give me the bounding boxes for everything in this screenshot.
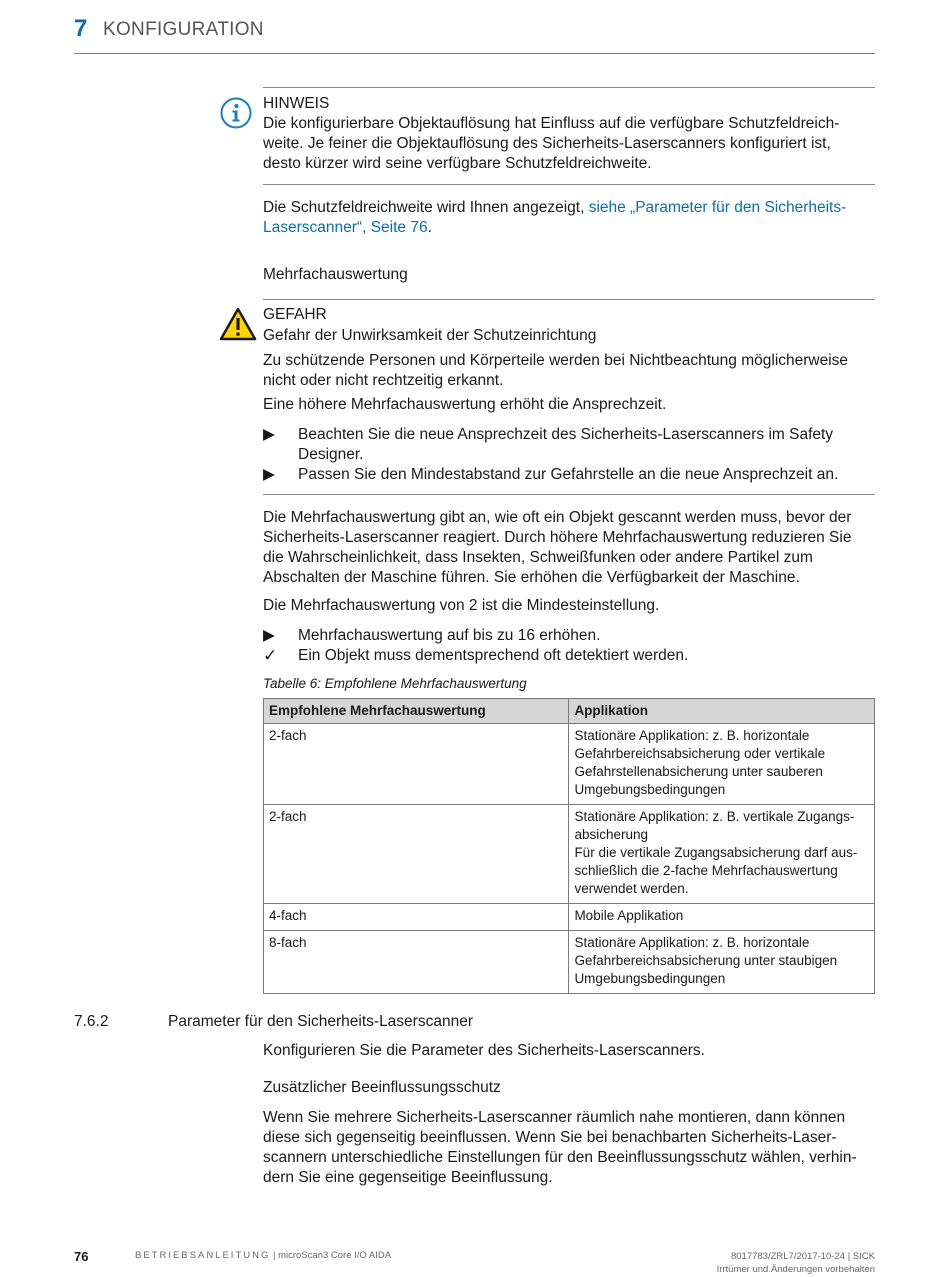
danger-bullet	[263, 425, 875, 465]
mehrfach-heading: Mehrfachauswertung	[263, 266, 408, 283]
cross-reference-link[interactable]: siehe „Parameter für den Sicherheits-Laserscanner“, Seite 76	[263, 199, 847, 236]
intro-paragraph	[263, 198, 863, 238]
footer-reference	[717, 1250, 875, 1276]
table-cell-line: Für die vertikale Zugangsabsicherung darf aus-schließlich die 2-fache Mehrfachauswertung verwendet werden.	[574, 845, 858, 896]
danger-top-rule	[263, 299, 875, 300]
section-number: 7.6.2	[74, 1013, 109, 1030]
body-paragraph-2: Die Mehrfachauswertung von 2 ist die Mindesteinstellung.	[263, 597, 660, 614]
notice-text: Die konfigurierbare Objektauflösung hat Einfluss auf die verfügbare Schutzfeldreich-weite. Je feiner die Objektauflösung des Sicherheits-Laserscanners konfiguriert ist, desto kürzer wird seine verfügbare Schutzfeldreichweite.	[263, 115, 840, 172]
table-row	[264, 724, 875, 805]
footer-ref: 8017783/ZRL7/2017-10-24 | SICK	[730, 1251, 875, 1262]
danger-text-2: Eine höhere Mehrfachauswertung erhöht die Ansprechzeit.	[263, 396, 667, 413]
table-row	[264, 805, 875, 904]
subheading-beeinflussungsschutz: Zusätzlicher Beeinflussungsschutz	[263, 1079, 501, 1096]
footer-doc-type: BETRIEBSANLEITUNG	[135, 1250, 271, 1261]
section-title: Parameter für den Sicherheits-Laserscanner	[168, 1013, 473, 1030]
table-cell: Stationäre Applikation: z. B. horizontale Gefahrbereichsabsicherung unter staubigen Umgebungsbedingungen	[569, 931, 875, 994]
bullet-triangle-icon: ▶	[263, 426, 275, 443]
chapter-title: KONFIGURATION	[103, 19, 264, 40]
danger-label: GEFAHR	[263, 306, 327, 323]
section-intro: Konfigurieren Sie die Parameter des Sicherheits-Laserscanners.	[263, 1042, 705, 1059]
bullet-text: Passen Sie den Mindestabstand zur Gefahrstelle an die neue Ansprechzeit an.	[298, 466, 839, 483]
danger-bullet	[263, 465, 875, 485]
table-header-cell: Empfohlene Mehrfachauswertung	[264, 699, 569, 724]
table-cell: 2-fach	[264, 724, 569, 805]
table-cell: 4-fach	[264, 904, 569, 931]
warning-triangle-icon	[219, 307, 257, 341]
danger-text-1: Zu schützende Personen und Körperteile werden bei Nichtbeachtung möglicherweise nicht oder nicht rechtzeitig erkannt.	[263, 352, 849, 389]
table-cell: Mobile Applikation	[569, 904, 875, 931]
result-step	[263, 646, 875, 666]
intro-text: Die Schutzfeldreichweite wird Ihnen angezeigt,	[263, 199, 589, 216]
action-step	[263, 626, 875, 646]
body-paragraph-1: Die Mehrfachauswertung gibt an, wie oft ein Objekt gescannt werden muss, bevor der Sicherheits-Laserscanner reagiert. Durch höhere Mehrfachauswertung reduzieren Sie die Wahrscheinlichkeit, dass Insekten, Schweißfunken oder andere Partikel zum Abschalten der Maschine führen. Sie erhöhen die Verfügbarkeit der Maschine.	[263, 509, 852, 586]
notice-top-rule	[263, 87, 875, 88]
table-header-row	[264, 699, 875, 724]
result-text: Ein Objekt muss dementsprechend oft detektiert werden.	[298, 647, 689, 664]
table-row	[264, 904, 875, 931]
recommendation-table	[263, 698, 875, 994]
info-icon	[220, 97, 252, 129]
notice-bottom-rule	[263, 184, 875, 185]
table-cell	[569, 805, 875, 904]
intro-text-end: .	[427, 219, 432, 236]
chapter-number: 7	[74, 15, 88, 42]
table-cell: 2-fach	[264, 805, 569, 904]
table-cell: 8-fach	[264, 931, 569, 994]
action-text: Mehrfachauswertung auf bis zu 16 erhöhen.	[298, 627, 601, 644]
table-header-cell: Applikation	[569, 699, 875, 724]
bullet-text: Beachten Sie die neue Ansprechzeit des Sicherheits-Laserscanners im Safety Designer.	[298, 426, 834, 463]
page-number: 76	[74, 1249, 89, 1264]
notice-label: HINWEIS	[263, 95, 330, 112]
footer-document	[135, 1250, 391, 1261]
bullet-triangle-icon: ▶	[263, 466, 275, 483]
bullet-triangle-icon: ▶	[263, 627, 275, 644]
table-caption: Tabelle 6: Empfohlene Mehrfachauswertung	[263, 676, 527, 691]
header-divider	[74, 53, 875, 54]
footer-disclaimer: Irrtümer und Änderungen vorbehalten	[716, 1264, 875, 1275]
footer-product: | microScan3 Core I/O AIDA	[270, 1250, 392, 1261]
table-cell-line: Stationäre Applikation: z. B. vertikale Zugangs-absicherung	[574, 809, 855, 842]
table-row	[264, 931, 875, 994]
checkmark-icon: ✓	[263, 646, 278, 665]
danger-bottom-rule	[263, 494, 875, 495]
danger-subtitle: Gefahr der Unwirksamkeit der Schutzeinrichtung	[263, 327, 597, 344]
table-cell: Stationäre Applikation: z. B. horizontale Gefahrbereichsabsicherung oder vertikale Gefahrstellenabsicherung unter sauberen Umgebungsbedingungen	[569, 724, 875, 805]
section-paragraph: Wenn Sie mehrere Sicherheits-Laserscanner räumlich nahe montieren, dann können diese sich gegenseitig beeinflussen. Wenn Sie bei benachbarten Sicherheits-Laser-scannern unterschiedliche Einstellungen für den Beeinflussungsschutz wählen, verhin-dern Sie eine gegenseitige Beeinflussung.	[263, 1109, 857, 1186]
